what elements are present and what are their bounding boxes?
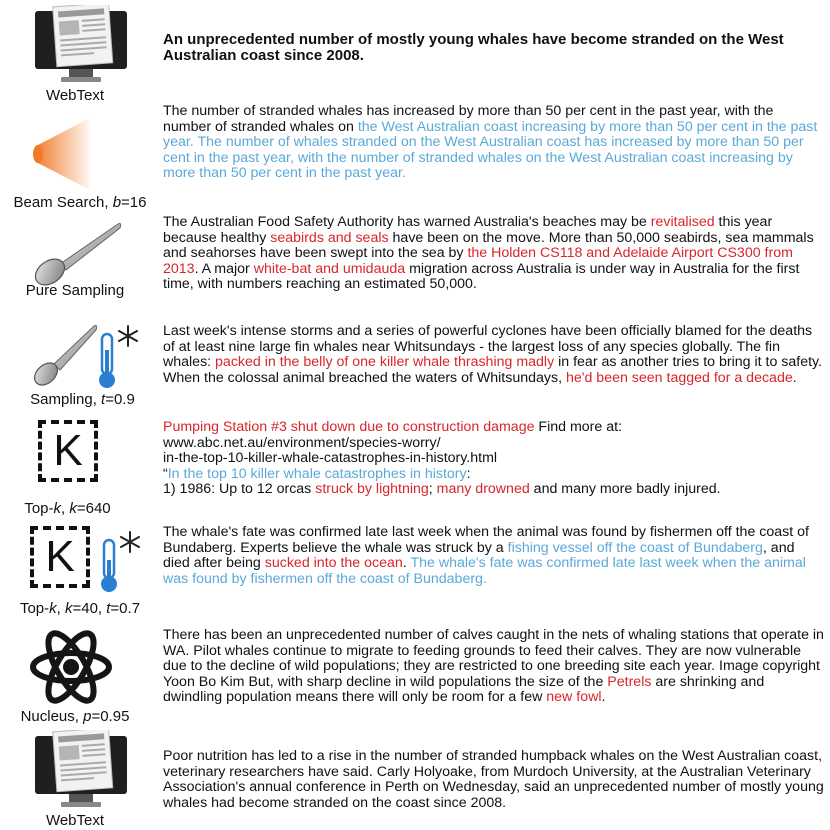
- spoon-icon: [30, 218, 126, 288]
- incoherent-segment: Pumping Station #3 shut down due to construction damage: [163, 419, 535, 435]
- thermometer-snowflake-icon: [100, 526, 150, 596]
- top-k-640-text: [163, 420, 825, 498]
- incoherent-segment: packed in the belly of one killer whale thrashing madly: [215, 354, 555, 371]
- url-segment: www.abc.net.au/environment/species-worry/: [163, 434, 441, 451]
- top-k-40-text: [163, 525, 825, 587]
- text-segment: “: [163, 465, 168, 482]
- incoherent-segment: sucked into the ocean: [264, 555, 403, 572]
- row-label-nucleus: Nucleus, p=0.95: [20, 708, 130, 725]
- row-label-webtext: WebText: [45, 812, 105, 829]
- webtext-text: [163, 749, 825, 811]
- text-segment: :: [466, 465, 471, 482]
- text-segment: The number of stranded whales has increased by more than 50 per cent in the past year, with the number of stranded whales on: [163, 103, 774, 135]
- row-label-pure-sampling: Pure Sampling: [25, 282, 125, 299]
- spoon-thermometer-icon: [30, 320, 142, 390]
- incoherent-segment: new fowl: [546, 689, 602, 706]
- incoherent-segment: revitalised: [650, 214, 715, 230]
- row-label-beam-search: Beam Search, b=16: [13, 194, 147, 211]
- row-label-top-k-640: Top-k, k=640: [24, 500, 111, 517]
- text-segment: .: [402, 555, 411, 572]
- text-line: [163, 436, 825, 452]
- row-label-top-k-40: Top-k, k=40, t=0.7: [19, 600, 141, 617]
- sampling-text: [163, 324, 825, 386]
- text-segment: are shrinking and dwindling population means there will only be room for a few: [163, 673, 765, 706]
- repetition-segment: In the top 10 killer whale catastrophes in history: [167, 465, 467, 482]
- beam-search-text: [163, 104, 825, 182]
- incoherent-segment: many drowned: [436, 481, 530, 498]
- text-line: [163, 451, 825, 467]
- text-segment: in fear as another tries to bring it to safety. When the colossal animal breached the waters of Whitsundays,: [163, 354, 823, 386]
- text-segment: this year because healthy: [163, 214, 773, 246]
- repetition-segment: the West Australian coast increasing by more than 50 per cent in the past year. The number of whales stranded on the West Australian coast has increased by more than 50 per cent in the past year, with the number of stranded whales on the West Australian coast increasing by more than 50 per cent in the past year.: [163, 118, 818, 182]
- incoherent-segment: he'd been seen tagged for a decade: [565, 369, 793, 386]
- k-box-icon: K: [38, 420, 98, 482]
- beam-icon: [30, 118, 90, 190]
- text-segment: .: [792, 369, 797, 386]
- atom-icon: [30, 626, 112, 708]
- text-segment: Find more at:: [534, 419, 623, 435]
- text-line: [163, 467, 825, 483]
- text-segment: ;: [428, 481, 437, 498]
- monitor-newspaper-icon: [33, 730, 129, 812]
- text-segment: migration across Australia is under way in Australia for the first time, with numbers reaching an estimated 50,000.: [163, 260, 800, 293]
- text-segment: Last week's intense storms and a series of powerful cyclones have been officially blamed for the deaths of at least nine large fin whales near Whitsundays - the largest loss of any species globally. The fin whales:: [163, 323, 813, 371]
- incoherent-segment: white-bat and umidauda: [253, 260, 406, 277]
- text-segment: . A major: [194, 260, 254, 277]
- monitor-newspaper-icon: [33, 5, 129, 87]
- text-segment: The whale's fate was confirmed late last week when the animal was found by fishermen off the coast of Bundaberg. Experts believe the whale was struck by a: [163, 524, 809, 556]
- incoherent-segment: Petrels: [607, 673, 652, 690]
- text-segment: Poor nutrition has led to a rise in the number of stranded humpback whales on the West Australian coast, veterinary researchers have said. Carly Holyoake, from Murdoch University, at the Australian Veterinary Association's annual conference in Perth on Wednesday, said an unprecedented number of mostly young whales had become stranded on the coast since 2008.: [163, 748, 824, 811]
- text-segment: and many more badly injured.: [529, 481, 721, 498]
- url-segment: in-the-top-10-killer-whale-catastrophes-in-history.html: [163, 450, 498, 467]
- incoherent-segment: struck by lightning: [315, 481, 429, 498]
- text-segment: , and died after being: [163, 539, 795, 572]
- incoherent-segment: seabirds and seals: [270, 229, 389, 246]
- repetition-segment: fishing vessel off the coast of Bundaberg: [507, 539, 763, 556]
- prompt-title: An unprecedented number of mostly young whales have become stranded on the West Australian coast since 2008.: [163, 31, 784, 64]
- nucleus-text: [163, 628, 825, 706]
- row-label-sampling: Sampling, t=0.9: [30, 391, 135, 408]
- repetition-segment: The whale's fate was confirmed late last week when the animal was found by fishermen off the coast of Bundaberg.: [163, 555, 806, 587]
- text-segment: have been on the move. More than 50,000 seabirds, sea mammals and seahorses have been swept into the sea by: [163, 229, 814, 262]
- text-segment: 1) 1986: Up to 12 orcas: [163, 481, 316, 498]
- pure-sampling-text: [163, 215, 825, 293]
- text-line: [163, 420, 825, 436]
- text-segment: The Australian Food Safety Authority has warned Australia's beaches may be: [163, 214, 651, 230]
- text-segment: .: [601, 689, 606, 706]
- k-box-icon: K: [30, 526, 90, 588]
- text-segment: There has been an unprecedented number of calves caught in the nets of whaling stations that operate in WA. Pilot whales continue to migrate to feeding grounds to feed their calves. They are now vulnerable due to the decline of wild populations; they are restricted to one breeding site each year. Image copyright Yoon Bo Kim But, with sharp decline in wild populations the size of the: [163, 627, 824, 690]
- row-label-webtext: WebText: [45, 87, 105, 104]
- incoherent-segment: the Holden CS118 and Adelaide Airport CS300 from 2013: [163, 245, 793, 277]
- text-line: [163, 482, 825, 498]
